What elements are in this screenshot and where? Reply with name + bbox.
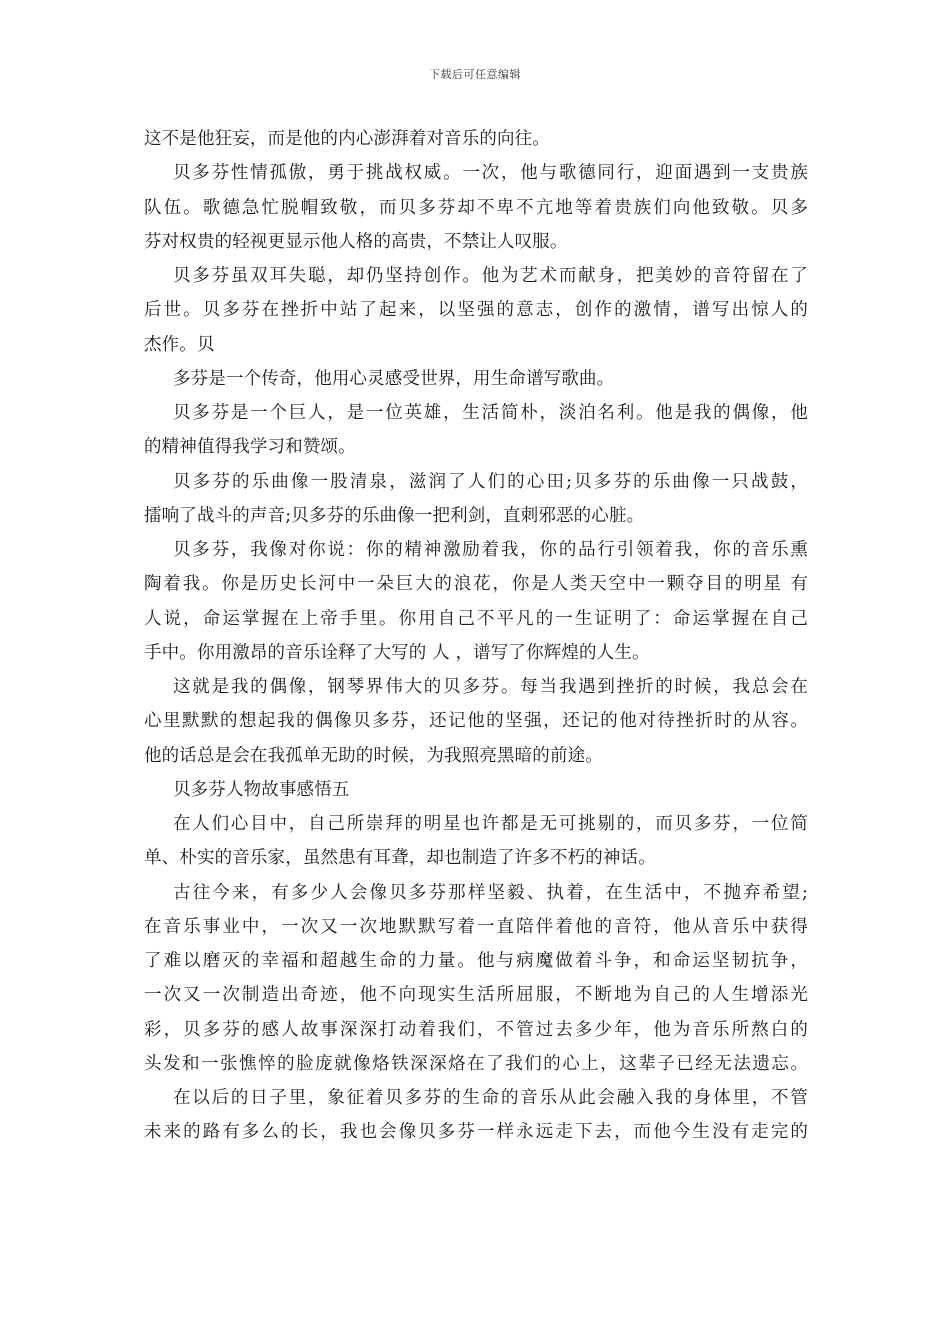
text-line: 手中。你用激昂的音乐诠释了大写的 人 ，谱写了你辉煌的人生。 xyxy=(144,642,650,663)
text-line: 多芬是一个传奇，他用心灵感受世界，用生命谱写歌曲。 xyxy=(173,368,615,389)
text-line: 他的话总是会在我孤单无助的时候，为我照亮黑暗的前途。 xyxy=(144,745,603,766)
text-line: 贝多芬的乐曲像一股清泉，滋润了人们的心田;贝多芬的乐曲像一只战鼓， xyxy=(173,471,808,492)
text-line: 陶着我。你是历史长河中一朵巨大的浪花，你是人类天空中一颗夺目的明星 有 xyxy=(144,574,808,595)
document-body xyxy=(144,122,808,1150)
text-line: 未来的路有多么的长，我也会像贝多芬一样永远走下去，而他今生没有走完的 xyxy=(144,1122,808,1143)
text-line: 这就是我的偶像，钢琴界伟大的贝多芬。每当我遇到挫折的时候，我总会在 xyxy=(173,677,808,697)
text-line: 队伍。歌德急忙脱帽致敬，而贝多芬却不卑不亢地等着贵族们向他致敬。贝多 xyxy=(144,197,808,218)
text-line: 单、朴实的音乐家，虽然患有耳聋，却也制造了许多不朽的神话。 xyxy=(144,848,656,869)
text-line: 在人们心目中，自己所崇拜的明星也许都是无可挑剔的，而贝多芬，一位简 xyxy=(173,814,808,834)
text-line: 了难以磨灭的幸福和超越生命的力量。他与病魔做着斗争，和命运坚韧抗争， xyxy=(144,951,808,971)
text-line: 贝多芬人物故事感悟五 xyxy=(173,779,350,800)
text-line: 的精神值得我学习和赞颂。 xyxy=(144,437,356,458)
text-line: 古往今来，有多少人会像贝多芬那样坚毅、执着，在生活中，不抛弃希望; xyxy=(173,882,808,903)
text-line: 彩，贝多芬的感人故事深深打动着我们，不管过去多少年，他为音乐所熬白的 xyxy=(144,1019,808,1040)
text-line: 贝多芬虽双耳失聪，却仍坚持创作。他为艺术而献身，把美妙的音符留在了 xyxy=(173,266,808,286)
text-line: 贝多芬，我像对你说：你的精神激励着我，你的品行引领着我，你的音乐熏 xyxy=(173,540,808,560)
text-line: 擂响了战斗的声音;贝多芬的乐曲像一把利剑，直刺邪恶的心脏。 xyxy=(144,505,645,526)
text-line: 后世。贝多芬在挫折中站了起来，以坚强的意志，创作的激情，谱写出惊人的 xyxy=(144,300,808,321)
text-line: 杰作。贝 xyxy=(144,334,215,355)
text-line: 芬对权贵的轻视更显示他人格的高贵，不禁让人叹服。 xyxy=(144,231,568,252)
text-line: 人说，命运掌握在上帝手里。你用自己不平凡的一生证明了：命运掌握在自己 xyxy=(144,608,808,629)
page-header: 下载后可任意编辑 xyxy=(429,68,521,81)
text-line: 在音乐事业中，一次又一次地默默写着一直陪伴着他的音符，他从音乐中获得 xyxy=(144,916,808,937)
text-line: 心里默默的想起我的偶像贝多芬，还记他的坚强，还记的他对待挫折时的从容。 xyxy=(144,711,808,732)
text-line: 一次又一次制造出奇迹，他不向现实生活所屈服，不断地为自己的人生增添光 xyxy=(144,985,808,1006)
text-line: 这不是他狂妄，而是他的内心澎湃着对音乐的向往。 xyxy=(144,129,550,149)
text-line: 头发和一张憔悴的脸庞就像烙铁深深烙在了我们的心上，这辈子已经无法遗忘。 xyxy=(144,1053,808,1074)
text-line: 贝多芬是一个巨人，是一位英雄，生活简朴，淡泊名利。他是我的偶像，他 xyxy=(173,403,808,423)
text-line: 在以后的日子里，象征着贝多芬的生命的音乐从此会融入我的身体里，不管 xyxy=(173,1088,808,1108)
text-line: 贝多芬性情孤傲，勇于挑战权威。一次，他与歌德同行，迎面遇到一支贵族 xyxy=(173,163,808,184)
